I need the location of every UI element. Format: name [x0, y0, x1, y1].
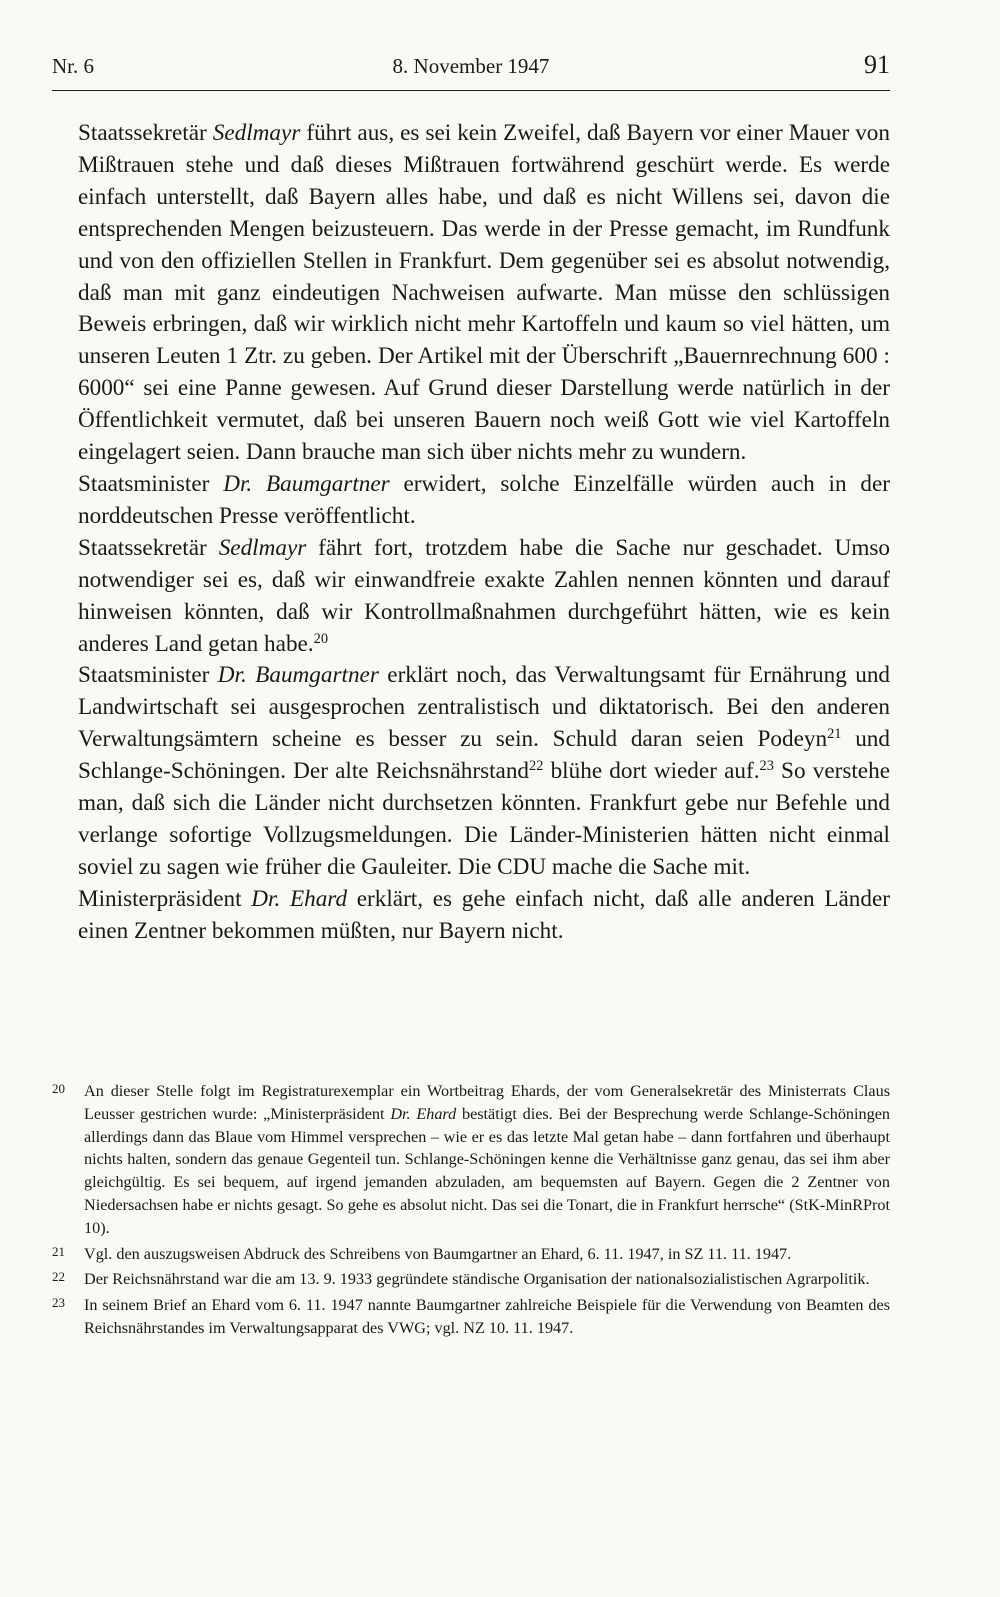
- paragraph: [78, 469, 890, 533]
- paragraph: [78, 884, 890, 948]
- footnote: [52, 1243, 890, 1266]
- footnote-text: Der Reichsnährstand war die am 13. 9. 1933 gegründete ständische Organisation der nationalsozialistischen Agrarpolitik.: [84, 1270, 870, 1289]
- speaker-title: Staatssekretär: [78, 534, 219, 561]
- speaker-title: Staatsminister: [78, 470, 224, 497]
- paragraph: [78, 118, 890, 469]
- paragraph: [78, 533, 890, 661]
- paragraph-text: erwidert, solche Einzelfälle würden auch in der norddeutschen Presse veröffentlicht.: [78, 470, 890, 529]
- paragraph-text: und Schlange-Schöningen. Der alte Reichsnährstand: [78, 726, 890, 785]
- speaker-name: Sedlmayr: [212, 120, 301, 146]
- footnote-ref[interactable]: 22: [529, 758, 544, 775]
- footnote-ref[interactable]: 23: [759, 758, 774, 775]
- paragraph-text: fährt fort, trotzdem habe die Sache nur geschadet. Umso notwendiger sei es, daß wir einwandfreie exakte Zahlen nennen könnten und darauf hinweisen könnten, daß wir Kontrollmaßnahmen durchgeführt hätten, wie es kein anderes Land getan habe.: [78, 534, 890, 657]
- footnote-text: Vgl. den auszugsweisen Abdruck des Schreibens von Baumgartner an Ehard, 6. 11. 1947, in SZ 11. 11. 1947.: [84, 1244, 792, 1263]
- speaker-title: Ministerpräsident: [78, 885, 252, 912]
- header-date: 8. November 1947: [392, 54, 550, 78]
- main-text: [78, 118, 890, 948]
- paragraph-text: blühe dort wieder auf.: [543, 758, 760, 785]
- footnote: [52, 1080, 890, 1240]
- footnote-text: An dieser Stelle folgt im Registraturexemplar ein Wortbeitrag Ehards, der vom Generalsekretär des Ministerrats Claus Leusser gestrichen wurde: „Ministerpräsident: [84, 1082, 890, 1123]
- speaker-name: Dr. Baumgartner: [217, 662, 379, 689]
- footnote-number: 22: [52, 1269, 65, 1285]
- footnote-number: 21: [52, 1243, 65, 1259]
- paragraph-text: erklärt noch, das Verwaltungsamt für Ernährung und Landwirtschaft sei ausgesprochen zentralistisch und diktatorisch. Bei den anderen Verwaltungsämtern scheine es besser zu sein. Schuld daran seien Podeyn: [78, 662, 891, 753]
- speaker-title: Staatsminister: [78, 662, 218, 689]
- issue-number: Nr. 6: [52, 54, 94, 78]
- paragraph: [78, 660, 890, 883]
- footnote-number: 23: [52, 1295, 65, 1311]
- paragraph-text: erklärt, es gehe einfach nicht, daß alle anderen Länder einen Zentner bekommen müßten, nur Bayern nicht.: [78, 885, 890, 944]
- footnote-text: bestätigt dies. Bei der Besprechung werde Schlange-Schöningen allerdings dann das Blaue vom Himmel versprechen – wie er es das letzte Mal getan habe – dann fortfahren und überhaupt nichts halten, sondern das genaue Gegenteil tun. Schlange-Schöningen kenne die Verhältnisse ganz genau, das sei ihm aber gleichgültig. Es sei bequem, auf irgend jemanden abzuladen, am bequemsten auf Bayern. Gegen die 2 Zentner von Niedersachsen habe er nichts gesagt. So gehe es absolut nicht. Das sei die Tonart, die in Frankfurt herrsche“ (StK-MinRProt 10).: [84, 1104, 890, 1237]
- footnote-ref[interactable]: 21: [827, 726, 842, 743]
- footnotes: [52, 1080, 890, 1343]
- footnote-text: In seinem Brief an Ehard vom 6. 11. 1947 nannte Baumgartner zahlreiche Beispiele für die Verwendung von Beamten des Reichsnährstandes im Verwaltungsapparat des VWG; vgl. NZ 10. 11. 1947.: [84, 1296, 890, 1337]
- speaker-name: Dr. Ehard: [251, 885, 348, 912]
- footnote-italic: Dr. Ehard: [390, 1104, 457, 1123]
- footnote: [52, 1268, 890, 1291]
- paragraph-text: So verstehe man, daß sich die Länder nicht durchsetzen könnten. Frankfurt gebe nur Befehle und verlange sofortige Vollzugsmeldungen. Die Länder-Ministerien hätten nicht einmal soviel zu sagen wie früher die Gauleiter. Die CDU mache die Sache mit.: [78, 758, 890, 880]
- speaker-name: Sedlmayr: [218, 534, 307, 561]
- footnote: [52, 1294, 890, 1340]
- footnote-ref[interactable]: 20: [313, 630, 328, 647]
- page-header: [52, 50, 890, 91]
- speaker-title: Staatssekretär: [78, 120, 213, 146]
- speaker-name: Dr. Baumgartner: [223, 470, 390, 497]
- page-number: 91: [864, 50, 890, 79]
- paragraph-text: führt aus, es sei kein Zweifel, daß Bayern vor einer Mauer von Mißtrauen stehe und daß dieses Mißtrauen fortwährend geschürt werde. Es werde einfach unterstellt, daß Bayern alles habe, und daß es nicht Willens sei, davon die entsprechenden Mengen beizusteuern. Das werde in der Presse gemacht, im Rundfunk und von den offiziellen Stellen in Frankfurt. Dem gegenüber sei es absolut notwendig, daß man mit ganz eindeutigen Nachweisen aufwarte. Man müsse den schlüssigen Beweis erbringen, daß wir wirklich nicht mehr Kartoffeln und kaum so viel hätten, um unseren Leuten 1 Ztr. zu geben. Der Artikel mit der Überschrift „Bauernrechnung 600 : 6000“ sei eine Panne gewesen. Auf Grund dieser Darstellung werde natürlich in der Öffentlichkeit vermutet, daß bei unseren Bauern noch weiß Gott wie viel Kartoffeln eingelagert seien. Dann brauche man sich über nichts mehr zu wundern.: [78, 120, 890, 466]
- footnote-number: 20: [52, 1081, 65, 1096]
